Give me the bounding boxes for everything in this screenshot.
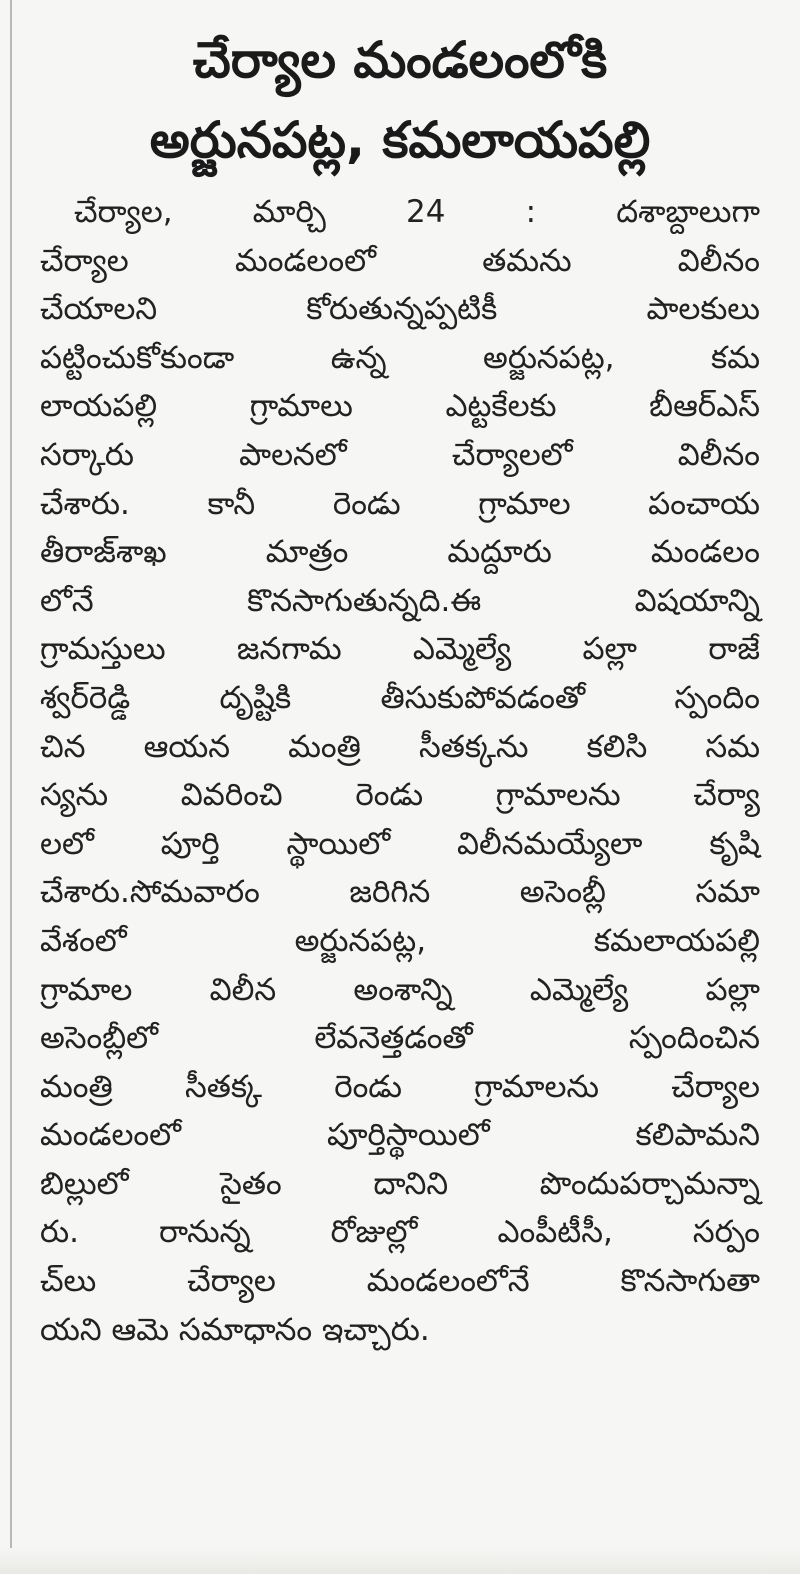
body-line: లలో పూర్తి స్థాయిలో విలీనమయ్యేలా కృషి	[40, 825, 760, 862]
headline	[40, 20, 760, 180]
body-line: లోనే కొనసాగుతున్నది.ఈ విషయాన్ని	[40, 582, 760, 619]
body-line: తీరాజ్‌శాఖ మాత్రం మద్దూరు మండలం	[40, 534, 760, 571]
body-line: శ్వర్‌రెడ్డి దృష్టికి తీసుకుపోవడంతో స్పందిం	[40, 679, 760, 716]
body-line: వేశంలో అర్జునపట్ల, కమలాయపల్లి	[40, 922, 760, 959]
body-line: రు. రానున్న రోజుల్లో ఎంపీటీసీ, సర్పం	[40, 1214, 760, 1251]
body-line: స్యను వివరించి రెండు గ్రామాలను చేర్యా	[40, 777, 760, 814]
body-line: అసెంబ్లీలో లేవనెత్తడంతో స్పందించిన	[40, 1020, 760, 1057]
column-divider	[10, 0, 12, 1574]
body-line: గ్రామాల విలీన అంశాన్ని ఎమ్మెల్యే పల్లా	[40, 971, 760, 1008]
body-line: మండలంలో పూర్తిస్థాయిలో కలిపామని	[40, 1117, 760, 1154]
news-clipping	[40, 20, 760, 1354]
body-line: గ్రామస్తులు జనగామ ఎమ్మెల్యే పల్లా రాజే	[40, 631, 760, 668]
body-line: చేశారు. కానీ రెండు గ్రామాల పంచాయ	[40, 485, 760, 522]
body-line: చేయాలని కోరుతున్నప్పటికీ పాలకులు	[40, 291, 760, 328]
body-line: చ్‌లు చేర్యాల మండలంలోనే కొనసాగుతా	[40, 1263, 760, 1300]
body-line: చేశారు.సోమవారం జరిగిన అసెంబ్లీ సమా	[40, 874, 760, 911]
body-line: పట్టించుకోకుండా ఉన్న అర్జునపట్ల, కమ	[40, 339, 760, 376]
body-line: సర్కారు పాలనలో చేర్యాలలో విలీనం	[40, 436, 760, 473]
body-line: బిల్లులో సైతం దానిని పొందుపర్చామన్నా	[40, 1165, 760, 1202]
headline-line: చేర్యాల మండలంలోకి	[192, 31, 608, 89]
body-line: చేర్యాల, మార్చి 24 : దశాబ్దాలుగా	[74, 194, 760, 230]
article-body	[40, 188, 760, 1354]
body-line: మంత్రి సీతక్క రెండు గ్రామాలను చేర్యాల	[40, 1068, 760, 1105]
body-line: యని ఆమె సమాధానం ఇచ్చారు.	[40, 1311, 430, 1348]
headline-line: అర్జునపట్ల, కమలాయపల్లి	[149, 111, 651, 169]
body-line: చేర్యాల మండలంలో తమను విలీనం	[40, 242, 760, 279]
page-bottom-edge	[0, 1548, 800, 1574]
body-line: లాయపల్లి గ్రామాలు ఎట్టకేలకు బీఆర్ఎస్	[40, 388, 760, 425]
body-line: చిన ఆయన మంత్రి సీతక్కను కలిసి సమ	[40, 728, 760, 765]
